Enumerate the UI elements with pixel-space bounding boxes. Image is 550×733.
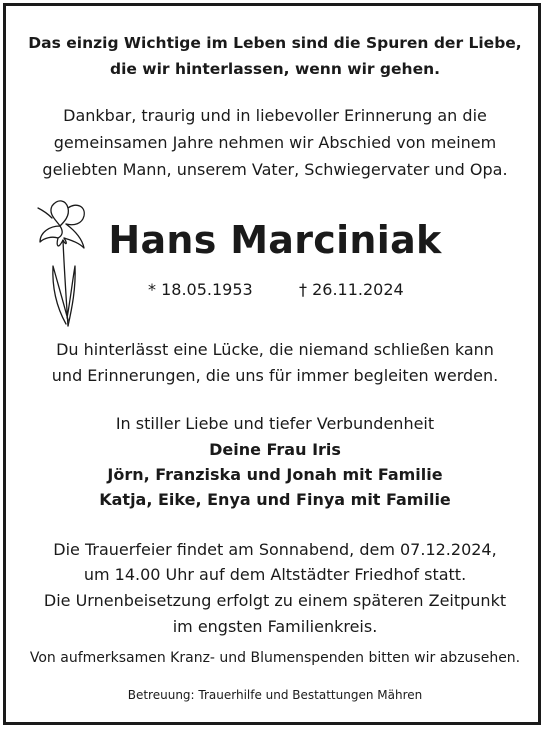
footer-undertaker: Betreuung: Trauerhilfe und Bestattungen Mähren [127,688,423,702]
mourners-intro: In stiller Liebe und tiefer Verbundenheit [115,414,435,433]
mourner-wife: Deine Frau Iris [209,440,341,459]
death-date: † 26.11.2024 [299,280,404,299]
birth-date: * 18.05.1953 [148,280,253,299]
funeral-line-4: im engsten Familienkreis. [172,617,378,636]
intro-line-3: geliebten Mann, unserem Vater, Schwiegervater und Opa. [42,160,508,179]
donation-note: Von aufmerksamen Kranz- und Blumenspenden bitten wir abzusehen. [29,650,521,666]
funeral-line-3: Die Urnenbeisetzung erfolgt zu einem späteren Zeitpunkt [43,591,507,610]
mourner-family-1: Jörn, Franziska und Jonah mit Familie [107,465,443,484]
deceased-name: Hans Marciniak [108,218,442,262]
intro-line-2: gemeinsamen Jahre nehmen wir Abschied von meinem [53,133,497,152]
motto-line-1: Das einzig Wichtige im Leben sind die Spuren der Liebe, [28,34,522,52]
motto-line-2: die wir hinterlassen, wenn wir gehen. [109,60,441,78]
funeral-line-2: um 14.00 Uhr auf dem Altstädter Friedhof statt. [83,565,467,584]
tribute-line-2: und Erinnerungen, die uns für immer begleiten werden. [51,366,499,385]
intro-line-1: Dankbar, traurig und in liebevoller Erinnerung an die [63,106,487,125]
tribute-line-1: Du hinterlässt eine Lücke, die niemand schließen kann [56,340,494,359]
iris-flower-icon [30,196,92,330]
mourner-family-2: Katja, Eike, Enya und Finya mit Familie [99,490,451,509]
funeral-line-1: Die Trauerfeier findet am Sonnabend, dem 07.12.2024, [53,540,497,559]
